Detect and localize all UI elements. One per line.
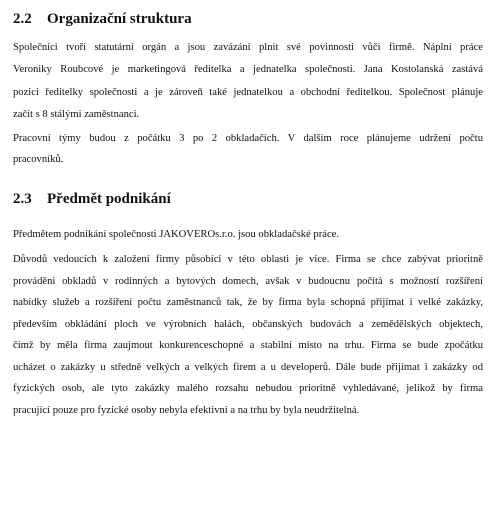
section-title: Předmět podnikání <box>47 191 171 207</box>
paragraph-line: pracovníků. <box>13 154 64 165</box>
paragraph-line: Důvodů vedoucích k založení firmy působící v této oblasti je více. Firma se chce zabývat prioritně <box>13 254 483 265</box>
paragraph-line: pracující pouze pro fyzické osoby nebyla efektivní a na trhu by byla neudržitelná. <box>13 405 360 416</box>
paragraph-line: především obkládání ploch ve výrobních halách, občanských budovách a zemědělských objektech, <box>13 319 483 330</box>
paragraph-line: nabídky služeb a rozšíření počtu zaměstnanců tak, že by firma byla schopná přijímat i velké zakázky, <box>13 297 483 308</box>
paragraph-line: začít s 8 stálými zaměstnanci. <box>13 109 140 120</box>
paragraph-line: Společníci tvoří statutární orgán a jsou zavázáni plnit své povinnosti vůči firmě. Náplní práce <box>13 42 483 53</box>
section-heading-2-3 <box>13 190 171 208</box>
paragraph-line: prováděni obkladů v rodinných a bytových domech, avšak v budoucnu počítá s možností rozšíření <box>13 276 483 287</box>
section-title: Organizační struktura <box>47 11 192 27</box>
paragraph-line: čímž by měla firma zaujmout konkurenceschopné a stabilní místo na trhu. Firma se bude zpočátku <box>13 340 483 351</box>
paragraph-line: Pracovní týmy budou z počátku 3 po 2 obkladačích. V dalším roce plánujeme udržení počtu <box>13 133 483 144</box>
paragraph-line: Veroniky Roubcové je marketingová ředitelka a jednatelka společnosti. Jana Kostolanská zastává <box>13 64 483 75</box>
section-number: 2.3 <box>13 191 32 207</box>
paragraph-line: ucházet o zakázky u středně velkých a velkých firem a u developerů. Dále bude přijímat i zakázky od <box>13 362 483 373</box>
paragraph-line: fyzických osob, ale tyto zakázky malého rozsahu nebudou prioritně vyhledávané, jelikož by firma <box>13 383 483 394</box>
section-number: 2.2 <box>13 11 32 27</box>
paragraph-line: Předmětem podnikání společnosti JAKOVEROs.r.o. jsou obkladačské práce. <box>13 229 339 240</box>
section-heading-2-2 <box>13 10 192 28</box>
paragraph-line: pozici ředitelky společnosti a je zároveň také jednatelkou a obchodní ředitelkou. Společnost plánuje <box>13 87 483 98</box>
